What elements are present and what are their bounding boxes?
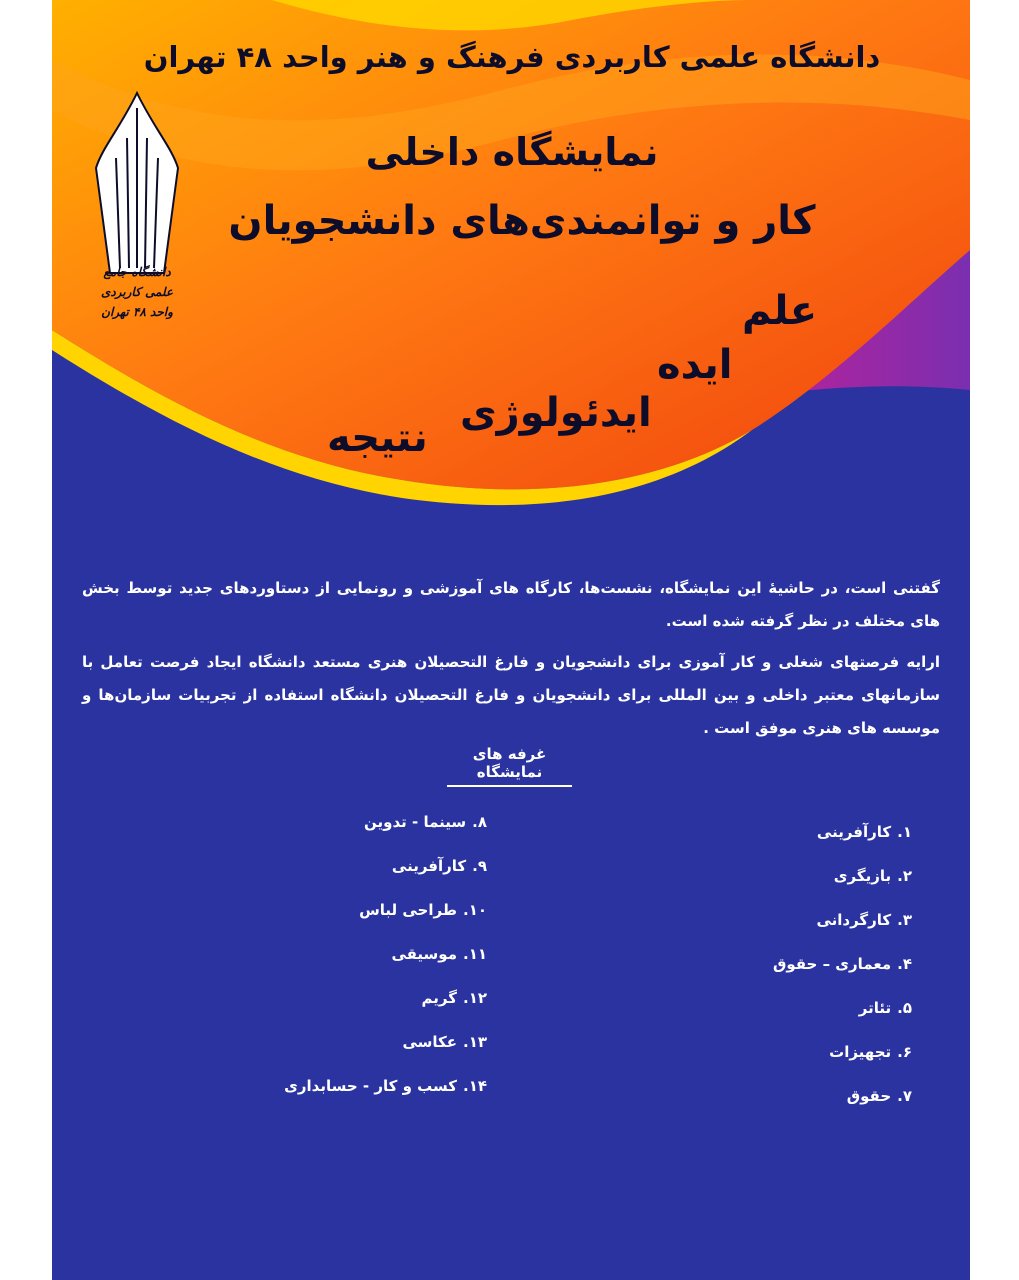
booth-number: ۱۰.	[462, 901, 487, 919]
booth-number: ۱۱.	[462, 945, 487, 963]
booth-number: ۱.	[897, 823, 912, 841]
keyword-science: علم	[742, 288, 818, 334]
logo-text-line: واحد ۴۸ تهران	[101, 305, 173, 319]
booth-label: تئاتر	[858, 999, 892, 1017]
booth-number: ۶.	[897, 1043, 912, 1061]
booth-item	[277, 939, 487, 983]
booth-item	[702, 993, 912, 1037]
booth-number: ۱۳.	[462, 1033, 487, 1051]
booth-item	[277, 851, 487, 895]
booth-label: سینما - تدوین	[364, 813, 467, 831]
booth-item	[702, 817, 912, 861]
booth-item	[702, 949, 912, 993]
booth-label: گریم	[421, 989, 457, 1007]
booth-item	[277, 895, 487, 939]
keyword-idea: ایده	[657, 342, 733, 388]
booth-item	[277, 983, 487, 1027]
booth-label: کارگردانی	[816, 911, 892, 929]
logo-text	[92, 262, 182, 322]
booth-number: ۹.	[472, 857, 487, 875]
booth-label: طراحی لباس	[359, 901, 457, 919]
booth-number: ۱۴.	[462, 1077, 487, 1095]
booth-number: ۴.	[897, 955, 912, 973]
intro-paragraph: گفتنی است، در حاشیهٔ این نمایشگاه، نشست‌ها، کارگاه های آموزشی و رونمایی از دستاوردهای جدید توسط بخش های مختلف در نظر گرفته شده است.	[82, 579, 940, 630]
booth-number: ۳.	[897, 911, 912, 929]
booth-number: ۲.	[897, 867, 912, 885]
booth-label: تجهیزات	[829, 1043, 892, 1061]
booth-label: کسب و کار - حسابداری	[284, 1077, 457, 1095]
booth-item	[702, 1081, 912, 1125]
logo-text-line: دانشگاه جامع	[103, 265, 171, 279]
booth-item	[277, 1027, 487, 1071]
background-waves	[52, 0, 970, 520]
booth-list-left	[277, 807, 487, 1115]
booth-item	[277, 1071, 487, 1115]
university-title: دانشگاه علمی کاربردی فرهنگ و هنر واحد ۴۸ تهران	[143, 40, 881, 74]
exhibition-title: نمایشگاه داخلی	[365, 130, 659, 174]
booth-label: حقوق	[846, 1087, 892, 1105]
booth-label: عکاسی	[402, 1033, 457, 1051]
booth-label: کارآفرینی	[816, 823, 892, 841]
booth-number: ۷.	[897, 1087, 912, 1105]
booth-label: معماری – حقوق	[772, 955, 892, 973]
booth-number: ۸.	[472, 813, 487, 831]
booth-number: ۱۲.	[462, 989, 487, 1007]
booth-label: بازیگری	[833, 867, 892, 885]
booth-number: ۵.	[897, 999, 912, 1017]
booth-label: موسیقی	[391, 945, 457, 963]
keyword-result: نتیجه	[327, 415, 428, 461]
goals-paragraph: ارایه فرصتهای شغلی و کار آموزی برای دانشجویان و فارغ التحصیلان هنری مستعد دانشگاه ایجاد فرصت تعامل با سازمانهای معتبر داخلی و بین المللی برای دانشجویان و فارغ التحصیلان دانشگاه استفاده از تجربیات سازمان‌ها و موسسه های هنری موفق است .	[82, 653, 940, 737]
exhibition-subtitle: کار و توانمندی‌های دانشجویان	[228, 198, 816, 244]
booth-label: کارآفرینی	[391, 857, 467, 875]
booths-heading: غرفه های نمایشگاه	[447, 745, 572, 787]
booth-item	[702, 861, 912, 905]
poster	[52, 0, 970, 1280]
booth-item	[702, 905, 912, 949]
booth-item	[277, 807, 487, 851]
logo-text-line: علمی کاربردی	[100, 285, 174, 299]
booth-list-right	[702, 817, 912, 1125]
booth-item	[702, 1037, 912, 1081]
keyword-ideology: ایدئولوژی	[460, 390, 652, 436]
